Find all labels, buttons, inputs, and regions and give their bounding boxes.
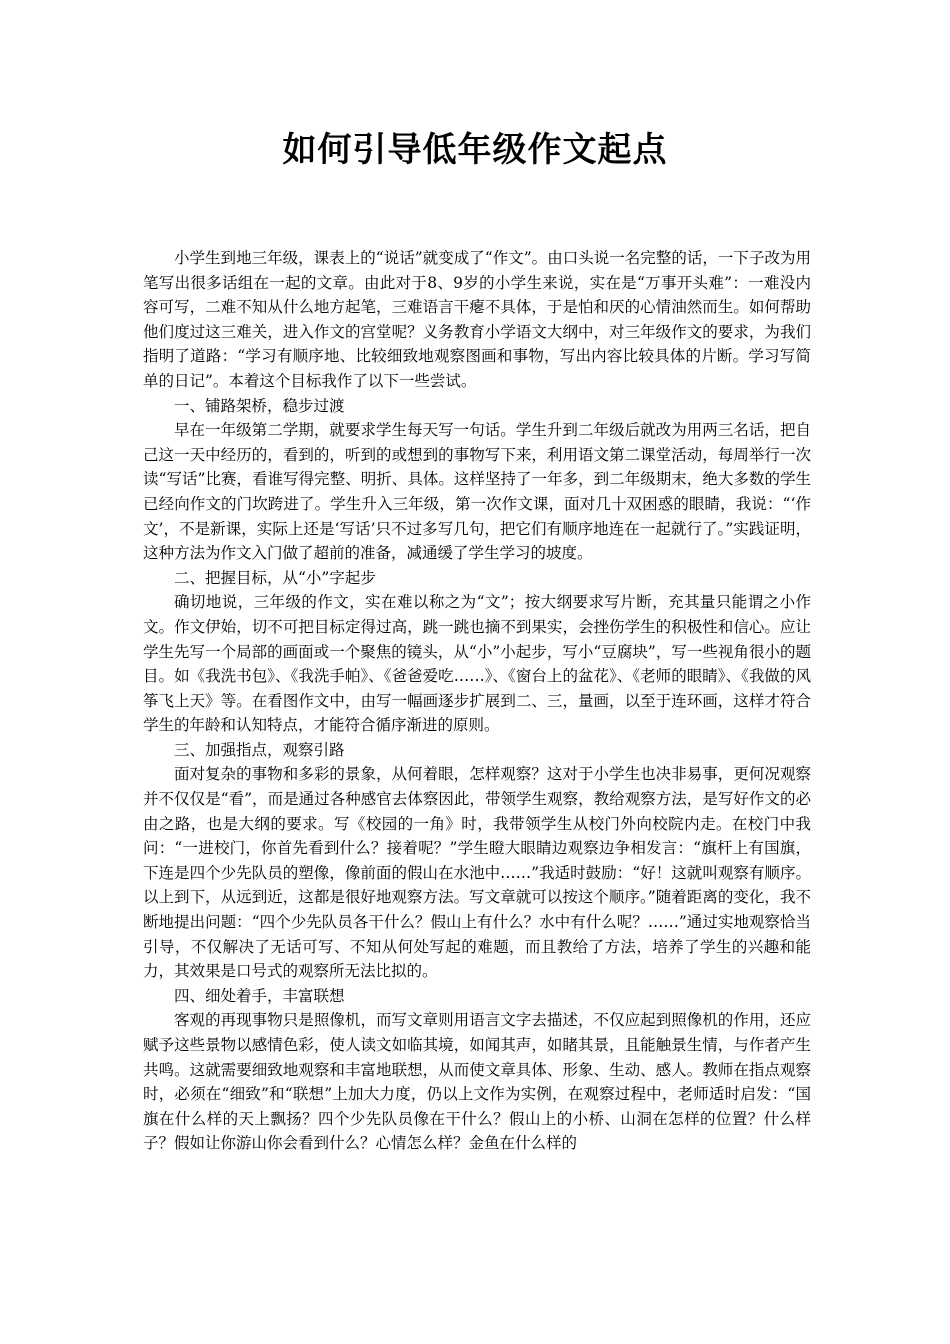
document-body [143,246,811,1156]
section-4-paragraph: 客观的再现事物只是照像机，而写文章则用语言文字去描述，不仅应起到照像机的作用，还应赋予这些景物以感情色彩，使人读文如临其境，如闻其声，如睹其景，且能触景生情，与作者产生共鸣。这就需要细致地观察和丰富地联想，从而使文章具体、形象、生动、感人。教师在指点观察时，必须在“细致”和“联想”上加大力度，仍以上文作为实例，在观察过程中，老师适时启发：“国旗在什么样的天上飘扬？四个少先队员像在干什么？假山上的小桥、山洞在怎样的位置？什么样子？假如让你游山你会看到什么？心情怎么样？金鱼在什么样的 [143,1011,811,1153]
section-1-paragraph: 早在一年级第二学期，就要求学生每天写一句话。学生升到二年级后就改为用两三名话，把自己这一天中经历的，看到的，听到的或想到的事物写下来，利用语文第二课堂活动，每周举行一次读“写话”比赛，看谁写得完整、明折、具体。这样坚持了一年多，到二年级期末，绝大多数的学生已经向作文的门坎跨进了。学生升入三年级，第一次作文课，面对几十双困惑的眼睛，我说：“‘作文’，不是新课，实际上还是‘写话’只不过多写几句，把它们有顺序地连在一起就行了。”实践证明，这种方法为作文入门做了超前的准备，减通缓了学生学习的坡度。 [143,421,811,563]
section-3-paragraph: 面对复杂的事物和多彩的景象，从何着眼，怎样观察？这对于小学生也决非易事，更何况观察并不仅仅是“看”，而是通过各种感官去体察因此，带领学生观察，教给观察方法，是写好作文的必由之路，也是大纲的要求。写《校园的一角》时，我带领学生从校门外向校院内走。在校门中我问：“一进校门，你首先看到什么？接着呢？”学生瞪大眼睛边观察边争相发言：“旗杆上有国旗，下连是四个少先队员的塑像，像前面的假山在水池中……”我适时鼓励：“好！这就叫观察有顺序。以上到下，从远到近，这都是很好地观察方法。写文章就可以按这个顺序。”随着距离的变化，我不断地提出问题：“四个少先队员各干什么？假山上有什么？水中有什么呢？……”通过实地观察恰当引导，不仅解决了无话可写、不知从何处写起的难题，而且教给了方法，培养了学生的兴趣和能力，其效果是口号式的观察所无法比拟的。 [143,765,811,981]
section-heading-3: 三、加强指点，观察引路 [174,740,345,759]
section-heading-4: 四、细处着手，丰富联想 [174,986,345,1005]
section-2-paragraph: 确切地说，三年级的作文，实在难以称之为“文”；按大纲要求写片断，充其量只能谓之小作文。作文伊始，切不可把目标定得过高，跳一跳也摘不到果实，会挫伤学生的积极性和信心。应让学生先写一个局部的画面或一个聚焦的镜头，从“小”小起步，写小“豆腐块”，写一些视角很小的题目。如《我洗书包》、《我洗手帕》、《爸爸爱吃……》、《窗台上的盆花》、《老师的眼睛》、《我做的风筝飞上天》等。在看图作文中，由写一幅画逐步扩展到二、三，量画，以至于连环画，这样才符合学生的年龄和认知特点，才能符合循序渐进的原则。 [143,593,811,735]
section-heading-1: 一、铺路架桥，稳步过渡 [174,396,345,415]
section-heading-2: 二、把握目标，从“小”字起步 [174,568,376,587]
intro-paragraph: 小学生到地三年级，课表上的“说话”就变成了“作文”。由口头说一名完整的话，一下子改为用笔写出很多话组在一起的文章。由此对于8、9岁的小学生来说，实在是“万事开头难”：一难没内容可写，二难不知从什么地方起笔，三难语言干瘪不具体，于是怕和厌的心情油然而生。如何帮助他们度过这三难关，进入作文的宫堂呢？义务教育小学语文大纲中，对三年级作文的要求，为我们指明了道路：“学习有顺序地、比较细致地观察图画和事物，写出内容比较具体的片断。学习写简单的日记”。本着这个目标我作了以下一些尝试。 [143,249,811,390]
document-title: 如何引导低年级作文起点 [282,130,668,170]
